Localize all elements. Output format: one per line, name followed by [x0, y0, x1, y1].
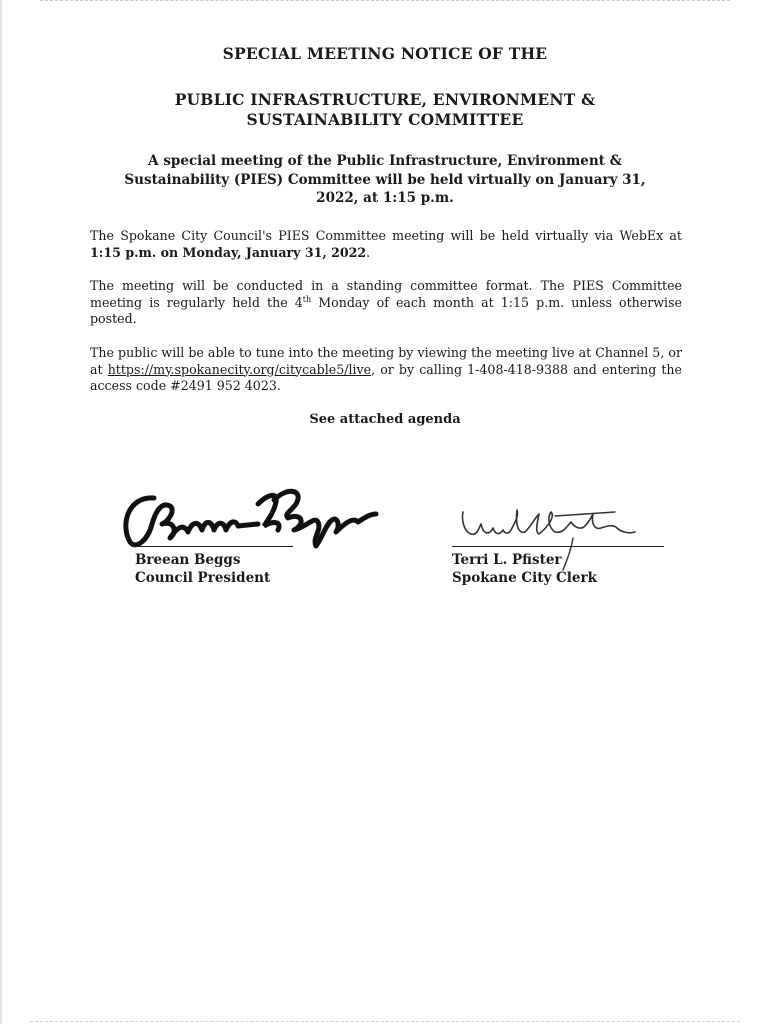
para1-text: The Spokane City Council's PIES Committee meeting will be held virtually via WebEx at: [90, 228, 682, 243]
committee-name: [0, 90, 770, 130]
para2-text: The meeting will be conducted in a standing committee format. The PIES Committee meeting is regularly held the 4: [90, 278, 682, 310]
meeting-datetime: 1:15 p.m. on Monday, January 31, 2022: [90, 244, 367, 260]
meeting-time-paragraph: [90, 228, 682, 261]
cable5-live-link[interactable]: https://my.spokanecity.org/citycable5/live: [107, 361, 372, 377]
ordinal-suffix: th: [302, 294, 312, 304]
access-paragraph: [90, 345, 682, 395]
notice-title: SPECIAL MEETING NOTICE OF THE: [222, 44, 548, 63]
committee-name-line2: SUSTAINABILITY COMMITTEE: [246, 110, 524, 129]
agenda-note: See attached agenda: [309, 412, 461, 427]
scan-edge-top: [40, 0, 730, 3]
meeting-summary: [95, 152, 675, 208]
para3-end: , or by calling 1-408-418-9388 and entering the access code #2491 952 4023.: [90, 361, 682, 393]
para1-end: .: [366, 244, 371, 260]
scan-edge-bottom: [30, 1019, 740, 1022]
right-signature-line: [452, 546, 664, 547]
summary-line-1: A special meeting of the Public Infrastructure, Environment &: [148, 153, 622, 169]
summary-line-3: 2022, at 1:15 p.m.: [316, 190, 454, 206]
right-signer-name: Terri L. Pfister: [452, 552, 562, 568]
scan-edge-left: [0, 0, 2, 1024]
summary-line-2: Sustainability (PIES) Committee will be held virtually on January 31,: [124, 171, 646, 188]
para3-text: The public will be able to tune into the meeting by viewing the meeting live at Channel 5, or at: [90, 345, 682, 377]
right-signer-title: Spokane City Clerk: [452, 570, 597, 586]
format-paragraph: [90, 278, 682, 328]
left-signer-name: Breean Beggs: [135, 552, 241, 568]
committee-name-line1: PUBLIC INFRASTRUCTURE, ENVIRONMENT &: [174, 90, 596, 109]
beggs-signature: [118, 480, 380, 555]
left-signature-line: [133, 546, 293, 547]
para2-end: Monday of each month at 1:15 p.m. unless otherwise posted.: [90, 294, 682, 326]
left-signer-title: Council President: [135, 570, 271, 586]
